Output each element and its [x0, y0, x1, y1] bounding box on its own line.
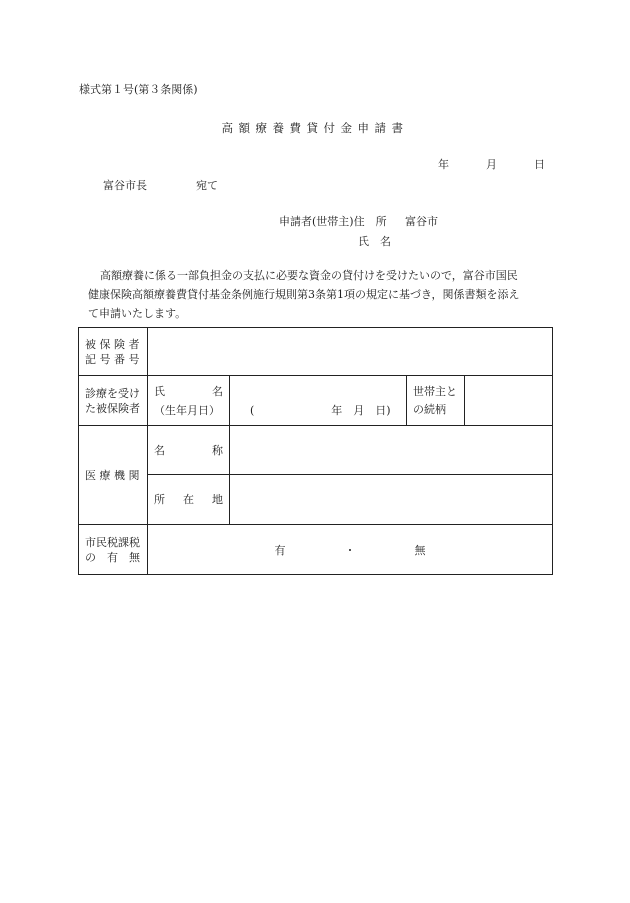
- relation-field[interactable]: [465, 376, 553, 426]
- tax-yes[interactable]: 有: [274, 543, 286, 557]
- date-line: [438, 156, 545, 172]
- patient-name-field[interactable]: [230, 376, 407, 426]
- applicant-address-label: 申請者(世帯主)住 所: [279, 215, 387, 228]
- form-number: 様式第１号(第３条関係): [79, 83, 198, 96]
- body-paragraph: [88, 266, 558, 323]
- relation-label: 世帯主と の続柄: [407, 376, 465, 426]
- applicant-address-value: 富谷市: [405, 215, 438, 228]
- tax-no[interactable]: 無: [414, 543, 426, 557]
- insured-number-field[interactable]: [148, 328, 553, 376]
- tax-label: 市民税課税 の 有 無: [79, 525, 148, 575]
- addressee-to: 宛て: [196, 179, 218, 192]
- addressee-city: 富谷市長: [103, 179, 147, 192]
- institution-name-label: 名 称: [148, 426, 230, 475]
- dob-value: ( 年 月 日): [250, 404, 391, 417]
- institution-label: 医 療 機 関: [79, 426, 148, 525]
- body-line-1: 高額療養に係る一部負担金の支払に必要な資金の貸付けを受けたいので，富谷市国民: [100, 269, 518, 282]
- date-month: 月: [486, 158, 497, 171]
- institution-address-field[interactable]: [230, 475, 553, 525]
- applicant-name-label: 氏 名: [358, 235, 391, 248]
- body-line-2: 健康保険高額療養費貸付基金条例施行規則第3条第1項の規定に基づき，関係書類を添え: [88, 288, 520, 301]
- patient-name-label: 氏 名 （生年月日）: [148, 376, 230, 426]
- institution-name-field[interactable]: [230, 426, 553, 475]
- tax-choice[interactable]: [148, 525, 553, 575]
- institution-address-label: 所 在 地: [148, 475, 230, 525]
- date-day: 日: [534, 158, 545, 171]
- body-line-3: て申請いたします。: [88, 307, 187, 320]
- tax-separator: ・: [344, 543, 356, 557]
- application-table: [78, 327, 553, 575]
- date-year: 年: [438, 158, 449, 171]
- insured-number-label: 被 保 険 者 記 号 番 号: [79, 328, 148, 376]
- form-title: 高額療養費貸付金申請書: [221, 121, 409, 135]
- patient-label: 診療を受け た被保険者: [79, 376, 148, 426]
